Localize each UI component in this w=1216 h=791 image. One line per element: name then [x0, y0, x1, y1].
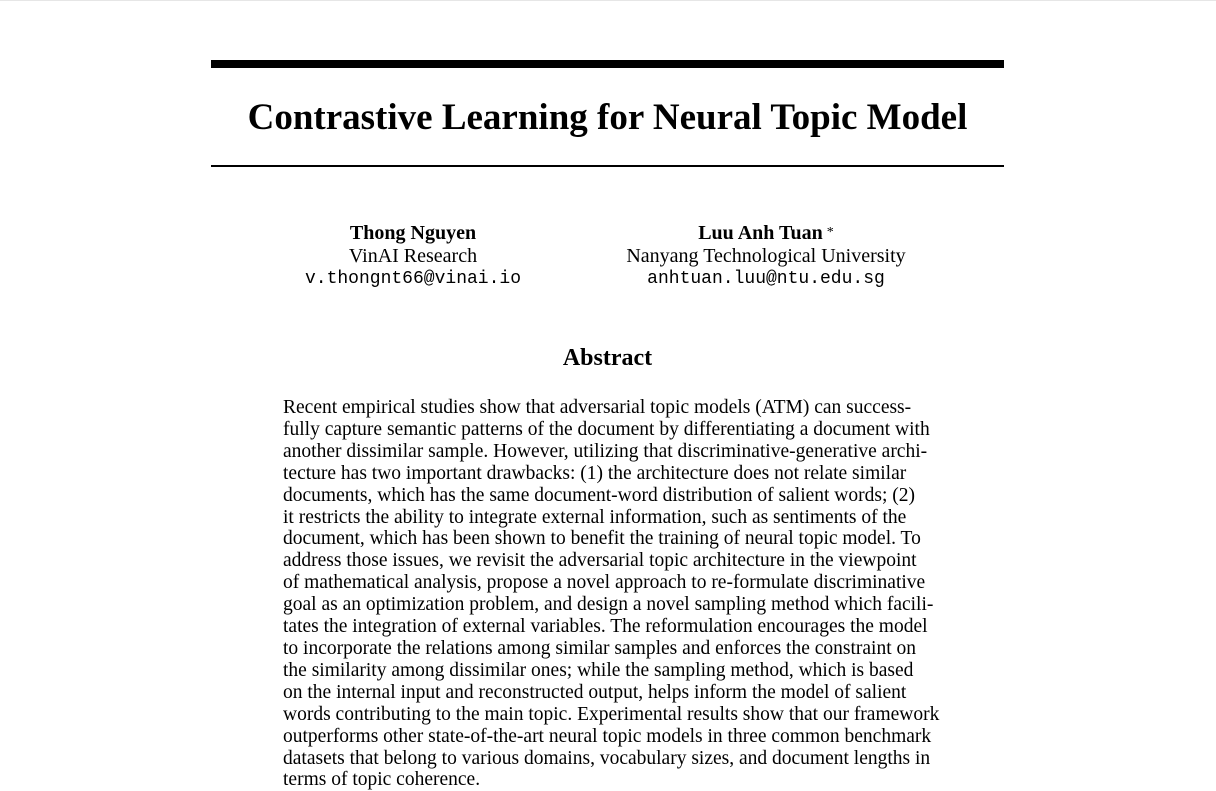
title-top-rule [211, 60, 1004, 68]
footnote-mark: * [826, 225, 834, 240]
abstract-line: the similarity among dissimilar ones; while the sampling method, which is based [283, 659, 914, 681]
abstract-line: words contributing to the main topic. Experimental results show that our framework [283, 703, 940, 725]
abstract-body [283, 397, 943, 791]
abstract-line: another dissimilar sample. However, utilizing that discriminative-generative archi- [283, 440, 928, 462]
abstract-line: on the internal input and reconstructed output, helps inform the model of salient [283, 681, 907, 703]
paper-title: Contrastive Learning for Neural Topic Model [247, 97, 968, 138]
abstract-line: to incorporate the relations among similar samples and enforces the constraint on [283, 637, 917, 659]
page-top-border [0, 0, 1216, 1]
abstract-line: tates the integration of external variables. The reformulation encourages the model [283, 616, 928, 638]
author-name: Luu Anh Tuan * [698, 222, 834, 244]
abstract-line: fully capture semantic patterns of the document by differentiating a document with [283, 418, 930, 440]
author-affiliation: Nanyang Technological University [626, 245, 906, 267]
title-bottom-rule [211, 165, 1004, 167]
abstract-line: tecture has two important drawbacks: (1) the architecture does not relate similar [283, 462, 907, 484]
author-affiliation: VinAI Research [348, 245, 478, 267]
author-block [616, 221, 916, 291]
abstract-line: address those issues, we revisit the adversarial topic architecture in the viewpoint [283, 550, 917, 572]
abstract-line: document, which has been shown to benefit the training of neural topic model. To [283, 528, 921, 550]
abstract-line: outperforms other state-of-the-art neural topic models in three common benchmark [283, 725, 932, 747]
author-email: anhtuan.luu@ntu.edu.sg [647, 269, 885, 289]
author-name: Thong Nguyen [349, 222, 477, 244]
author-block [263, 221, 563, 291]
abstract-line: it restricts the ability to integrate external information, such as sentiments of the [283, 506, 907, 528]
abstract-line: of mathematical analysis, propose a novel approach to re-formulate discriminative [283, 572, 926, 594]
abstract-line: datasets that belong to various domains, vocabulary sizes, and document lengths in [283, 747, 931, 769]
abstract-heading: Abstract [562, 345, 653, 371]
abstract-line: terms of topic coherence. [283, 769, 481, 791]
abstract-line: documents, which has the same document-word distribution of salient words; (2) [283, 484, 915, 506]
abstract-line: goal as an optimization problem, and design a novel sampling method which facili- [283, 594, 934, 616]
author-email: v.thongnt66@vinai.io [304, 269, 522, 289]
abstract-line: Recent empirical studies show that adversarial topic models (ATM) can success- [283, 397, 912, 418]
